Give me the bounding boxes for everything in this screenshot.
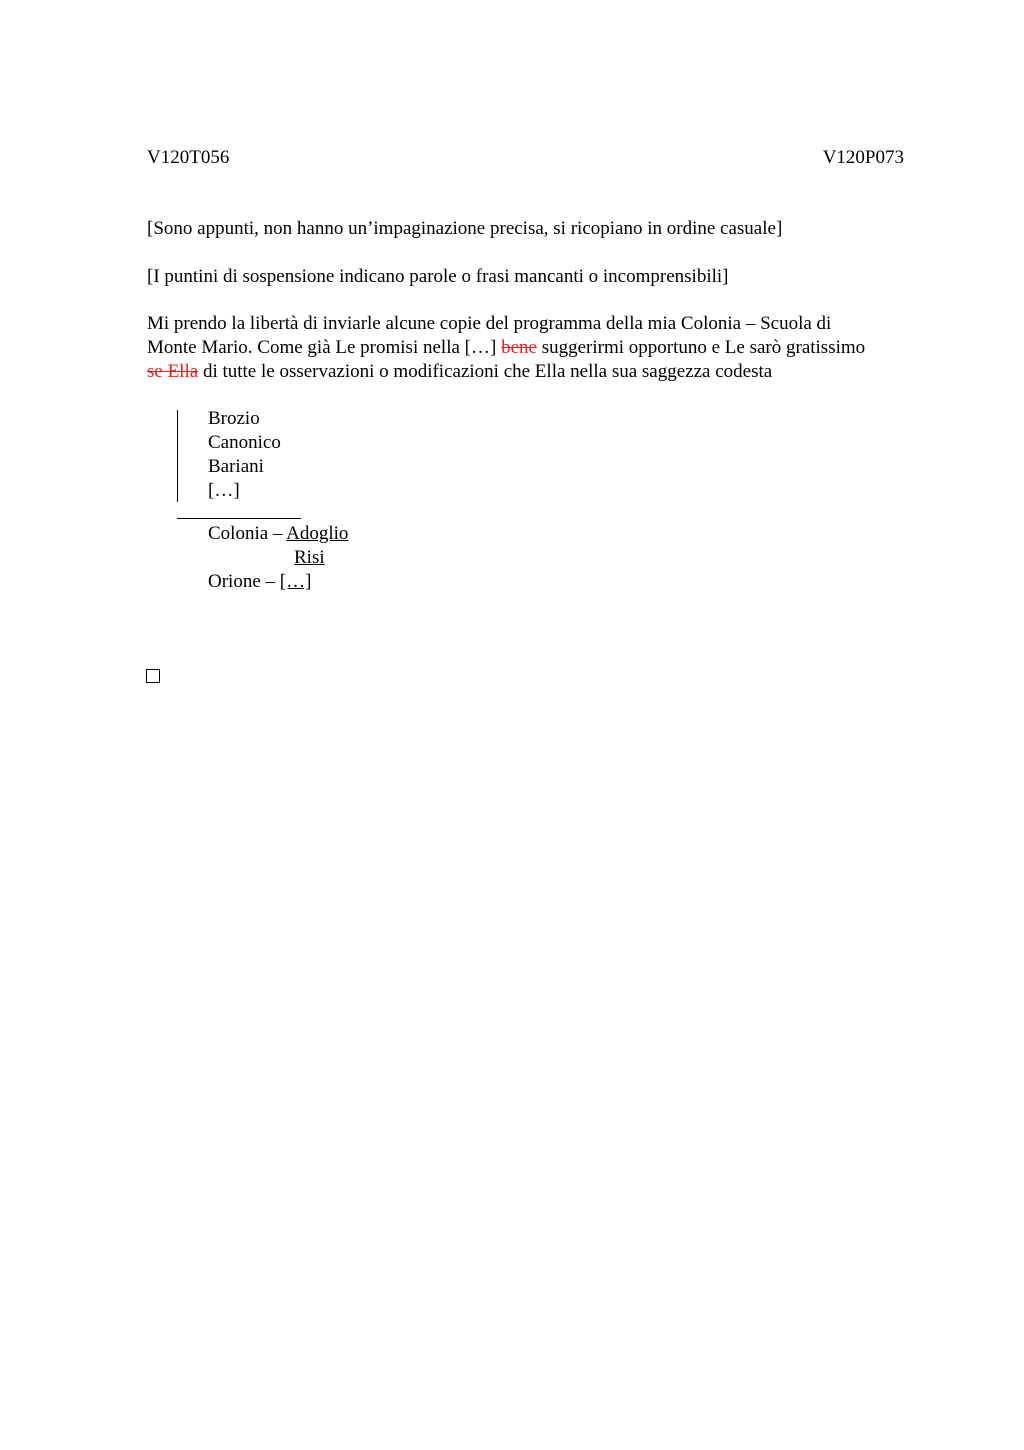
list-item: Bariani	[208, 456, 264, 477]
paragraph-line-2-text-b: suggerirmi opportuno e Le sarò gratissimo	[536, 337, 866, 358]
empty-square-icon	[146, 669, 160, 683]
header-right-code: V120P073	[822, 147, 904, 168]
colonia-name-adoglio: Adoglio	[286, 523, 349, 544]
paragraph-line-1: Mi prendo la libertà di inviarle alcune copie del programma della mia Colonia – Scuola di	[147, 313, 832, 334]
orione-prefix: Orione –	[208, 571, 280, 592]
colonia-prefix: Colonia –	[208, 523, 287, 544]
orione-value: […]	[279, 571, 312, 592]
names-list	[208, 407, 281, 503]
editorial-note-layout: [Sono appunti, non hanno un’impaginazione precisa, si ricopiano in ordine casuale]	[147, 218, 783, 239]
deleted-phrase-se-ella: se Ella	[147, 361, 199, 382]
list-item: […]	[208, 480, 240, 501]
deleted-word-bene: bene	[501, 337, 537, 358]
colonia-orione-block	[208, 522, 348, 594]
paragraph-line-2	[147, 336, 937, 360]
list-item: Brozio	[208, 408, 260, 429]
list-vertical-bar	[177, 410, 178, 502]
paragraph-line-2-text-a: Monte Mario. Come già Le promisi nella […]	[147, 337, 502, 358]
horizontal-rule	[177, 518, 301, 519]
main-paragraph	[147, 312, 937, 384]
paragraph-line-3	[147, 360, 937, 384]
colonia-row	[208, 522, 348, 546]
header-left-code: V120T056	[147, 147, 230, 168]
paragraph-line-3-text: di tutte le osservazioni o modificazioni che Ella nella sua saggezza codesta	[198, 361, 773, 382]
colonia-name-risi: Risi	[294, 547, 325, 568]
orione-row	[208, 570, 348, 594]
colonia-row-2	[208, 546, 348, 570]
editorial-note-ellipsis: [I puntini di sospensione indicano parole o frasi mancanti o incomprensibili]	[147, 266, 729, 287]
list-item: Canonico	[208, 432, 281, 453]
